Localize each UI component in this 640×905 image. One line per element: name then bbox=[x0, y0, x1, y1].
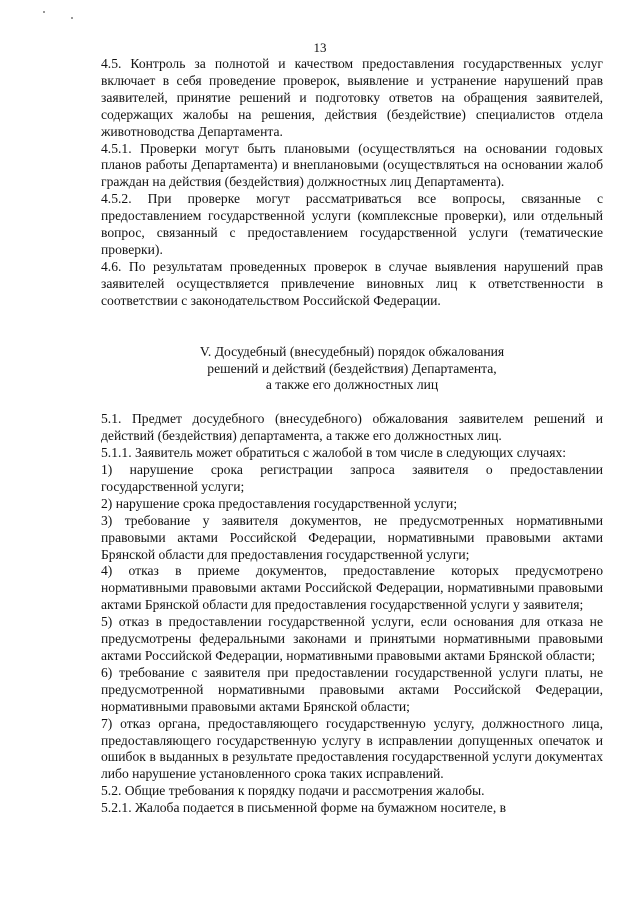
paragraph-5-2-1: 5.2.1. Жалоба подается в письменной форме на бумажном носителе, в bbox=[101, 800, 507, 816]
list-item-3: 3) требование у заявителя документов, не предусмотренных нормативными правовыми актами Российской Федерации, нормативными правовыми актами Брянской области для предоставления государственной услуги; bbox=[101, 512, 603, 562]
spacer bbox=[101, 394, 603, 411]
list-item-6: 6) требование с заявителя при предоставлении государственной услуги платы, не предусмотренной нормативными правовыми актами Российской Федерации, нормативными правовыми актами Брянской области; bbox=[101, 664, 603, 714]
scan-speck bbox=[71, 17, 73, 19]
paragraph-4-5-2: 4.5.2. При проверке могут рассматриваться все вопросы, связанные с предоставлением государственной услуги (комплексные проверки), или отдельный вопрос, связанный с предоставлением государственной услуги (тематические проверки). bbox=[101, 191, 603, 257]
paragraph-4-5: 4.5. Контроль за полнотой и качеством предоставления государственных услуг включает в себя проведение проверок, выявление и устранение нарушений прав заявителей, принятие решений и подготовку ответов на обращения заявителей, содержащих жалобы на решения, действия (бездействие) специалистов отдела животноводства Департамента. bbox=[101, 56, 603, 139]
document-body bbox=[101, 56, 603, 817]
list-item-1: 1) нарушение срока регистрации запроса заявителя о предоставлении государственной услуги; bbox=[101, 462, 603, 494]
scan-speck bbox=[43, 11, 45, 13]
list-item-7: 7) отказ органа, предоставляющего государственную услугу, должностного лица, предоставляющего государственную услугу в исправлении допущенных опечаток и ошибок в выданных в результате предоставления государственной услуги документах либо нарушение установленного срока таких исправлений. bbox=[101, 715, 603, 782]
section-heading bbox=[101, 344, 603, 395]
section-heading-line-2: решений и действий (бездействия) Департамента, bbox=[207, 360, 497, 376]
page-number: 13 bbox=[313, 40, 327, 55]
list-item-4: 4) отказ в приеме документов, предоставление которых предусмотрено нормативными правовыми актами Российской Федерации, нормативными правовыми актами Брянской области для предоставления государственной услуги у заявителя; bbox=[101, 563, 603, 613]
section-heading-line-1: V. Досудебный (внесудебный) порядок обжалования bbox=[199, 343, 505, 359]
section-heading-line-3: а также его должностных лиц bbox=[265, 377, 439, 393]
paragraph-5-1: 5.1. Предмет досудебного (внесудебного) обжалования заявителем решений и действий (бездействия) департамента, а также его должностных лиц. bbox=[101, 411, 603, 444]
paragraph-5-1-1: 5.1.1. Заявитель может обратиться с жалобой в том числе в следующих случаях: bbox=[101, 445, 567, 461]
list-item-2: 2) нарушение срока предоставления государственной услуги; bbox=[101, 495, 458, 511]
paragraph-4-6: 4.6. По результатам проведенных проверок в случае выявления нарушений прав заявителей осуществляется привлечение виновных лиц к ответственности в соответствии с законодательством Российской Федерации. bbox=[101, 258, 603, 308]
paragraph-5-2: 5.2. Общие требования к порядку подачи и рассмотрения жалобы. bbox=[101, 783, 485, 799]
spacer bbox=[101, 310, 603, 344]
list-item-5: 5) отказ в предоставлении государственной услуги, если основания для отказа не предусмотрены федеральными законами и принятыми нормативными правовыми актами Российской Федерации, нормативными правовыми актами Брянской области; bbox=[101, 614, 603, 663]
paragraph-4-5-1: 4.5.1. Проверки могут быть плановыми (осуществляться на основании годовых планов работы Департамента) и внеплановыми (осуществляться на основании жалоб граждан на действия (бездействия) должностных лиц Департамента). bbox=[101, 140, 603, 190]
